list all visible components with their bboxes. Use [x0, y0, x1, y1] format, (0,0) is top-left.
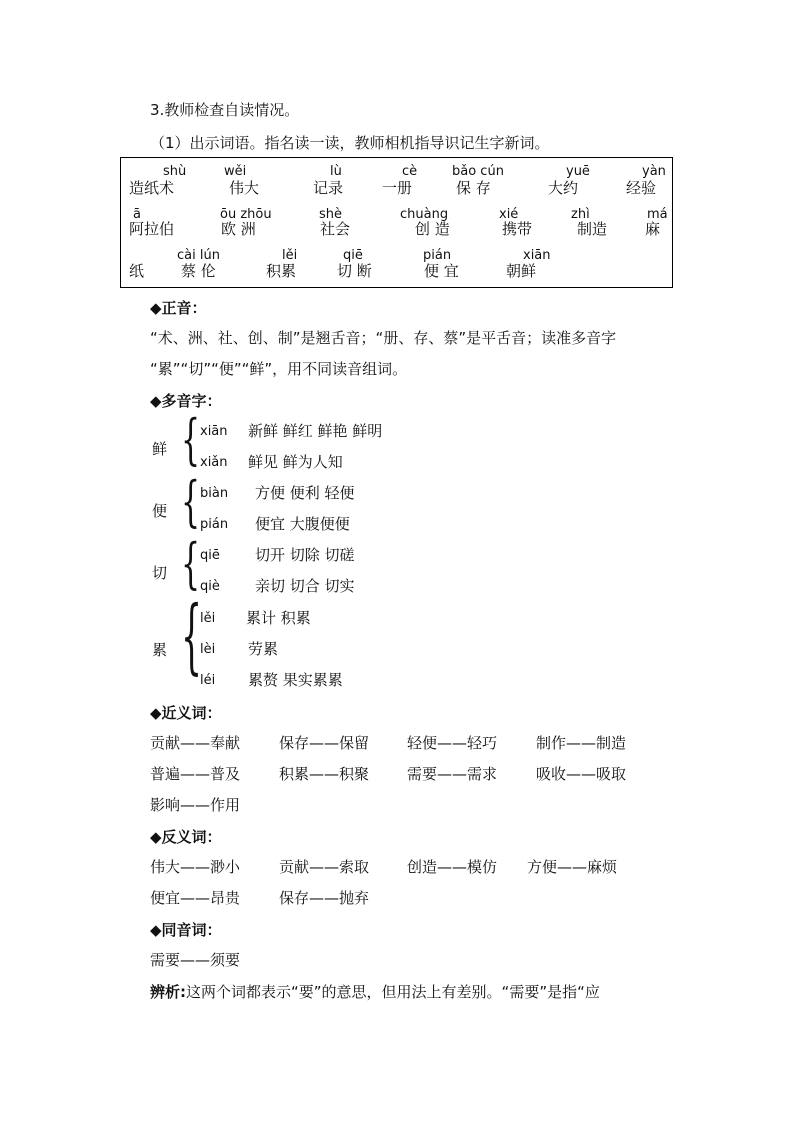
pinyin: xiǎn [200, 455, 228, 470]
word-list: 劳累 [248, 640, 279, 658]
word-list: 便宜 大腹便便 [255, 515, 350, 533]
word-pair: 普遍——普及 [150, 765, 241, 783]
word-pair: 制作——制造 [536, 734, 627, 752]
polyphone-char: 鲜 [152, 440, 168, 458]
pinyin: léi [200, 673, 216, 688]
pinyin: cè [402, 164, 418, 179]
section-heading: ◆正音： [150, 299, 207, 317]
word-list: 鲜见 鲜为人知 [248, 453, 343, 471]
vocab-word: 蔡 伦 [181, 262, 216, 280]
pinyin: ōu zhōu [220, 207, 272, 222]
brace-icon: { [181, 589, 203, 684]
pinyin: yàn [642, 164, 666, 179]
vocab-word: 创 造 [415, 220, 450, 238]
word-list: 切开 切除 切磋 [255, 546, 355, 564]
vocab-word: 阿拉伯 [129, 220, 175, 238]
pinyin: zhì [571, 207, 590, 222]
vocab-word: 积累 [266, 262, 297, 280]
pinyin: shù [163, 164, 187, 179]
pinyin: qiè [200, 579, 220, 594]
brace-icon: { [181, 532, 201, 596]
word-pair: 保存——保留 [279, 734, 370, 752]
vocab-word: 纸 [129, 262, 145, 280]
section-heading: ◆同音词： [150, 921, 222, 939]
step-subtitle: （1）出示词语。指名读一读，教师相机指导识记生字新词。 [150, 134, 550, 152]
word-pair: 贡献——索取 [279, 858, 370, 876]
paragraph: “累”“切”“便”“鲜”，用不同读音组词。 [150, 360, 408, 378]
word-pair: 保存——抛弃 [279, 889, 370, 907]
pinyin: biàn [200, 486, 229, 501]
vocab-word: 经验 [626, 179, 657, 197]
pinyin: má [647, 207, 668, 222]
pinyin: cài lún [177, 248, 220, 263]
vocab-word: 保 存 [456, 179, 491, 197]
vocab-word: 朝鲜 [506, 262, 537, 280]
pinyin: qiē [200, 548, 220, 563]
vocab-word: 伟大 [229, 179, 260, 197]
step-title: 3.教师检查自读情况。 [150, 101, 300, 119]
pinyin: pián [423, 248, 452, 263]
vocab-word: 造纸术 [129, 179, 175, 197]
word-pair: 贡献——奉献 [150, 734, 241, 752]
vocab-word: 社会 [320, 220, 351, 238]
pinyin: pián [200, 517, 229, 532]
word-pair: 吸收——吸取 [536, 765, 627, 783]
word-pair: 需要——需求 [407, 765, 498, 783]
pinyin: lù [330, 164, 342, 179]
word-list: 亲切 切合 切实 [255, 577, 355, 595]
vocab-word: 制造 [577, 220, 608, 238]
brace-icon: { [181, 470, 201, 534]
pinyin: xié [499, 207, 519, 222]
word-pair: 积累——积聚 [279, 765, 370, 783]
vocab-word: 携带 [502, 220, 533, 238]
word-list: 累计 积累 [246, 609, 311, 627]
word-list: 方便 便利 轻便 [255, 484, 355, 502]
pinyin: qiē [343, 248, 363, 263]
vocab-word: 欧 洲 [221, 220, 256, 238]
pinyin: lěi [282, 248, 298, 263]
pinyin: lèi [200, 642, 216, 657]
word-pair: 轻便——轻巧 [407, 734, 498, 752]
pinyin: lěi [200, 611, 216, 626]
word-list: 新鲜 鲜红 鲜艳 鲜明 [248, 422, 383, 440]
word-pair: 方便——麻烦 [527, 858, 618, 876]
vocab-word: 切 断 [337, 262, 372, 280]
pinyin: xiān [523, 248, 551, 263]
word-pair: 影响——作用 [150, 796, 241, 814]
pinyin: wěi [224, 164, 247, 179]
analysis-text: 这两个词都表示“要”的意思，但用法上有差别。“需要”是指“应 [186, 983, 600, 1001]
word-pair: 创造——模仿 [407, 858, 498, 876]
analysis-paragraph [150, 982, 600, 1002]
word-pair: 便宜——昂贵 [150, 889, 241, 907]
polyphone-char: 便 [152, 502, 168, 520]
vocab-word: 大约 [548, 179, 579, 197]
pinyin: chuàng [400, 207, 449, 222]
section-heading: ◆多音字： [150, 392, 222, 410]
vocab-word: 便 宜 [424, 262, 459, 280]
word-pair: 伟大——渺小 [150, 858, 241, 876]
pinyin: yuē [566, 164, 590, 179]
pinyin: xiān [200, 424, 228, 439]
word-list: 累赘 果实累累 [248, 671, 343, 689]
section-heading: ◆近义词： [150, 704, 222, 722]
analysis-label: 辨析: [150, 983, 186, 1001]
vocab-word: 记录 [313, 179, 344, 197]
polyphone-char: 累 [152, 641, 168, 659]
pinyin: bǎo cún [452, 164, 504, 179]
paragraph: “术、洲、社、创、制”是翘舌音；“册、存、蔡”是平舌音；读准多音字 [150, 329, 617, 347]
vocab-word: 麻 [645, 220, 661, 238]
brace-icon: { [181, 408, 201, 472]
pinyin: ā [133, 207, 141, 222]
vocab-word: 一册 [382, 179, 413, 197]
polyphone-char: 切 [152, 564, 168, 582]
word-pair: 需要——须要 [150, 951, 241, 969]
section-heading: ◆反义词： [150, 828, 222, 846]
pinyin: shè [319, 207, 343, 222]
